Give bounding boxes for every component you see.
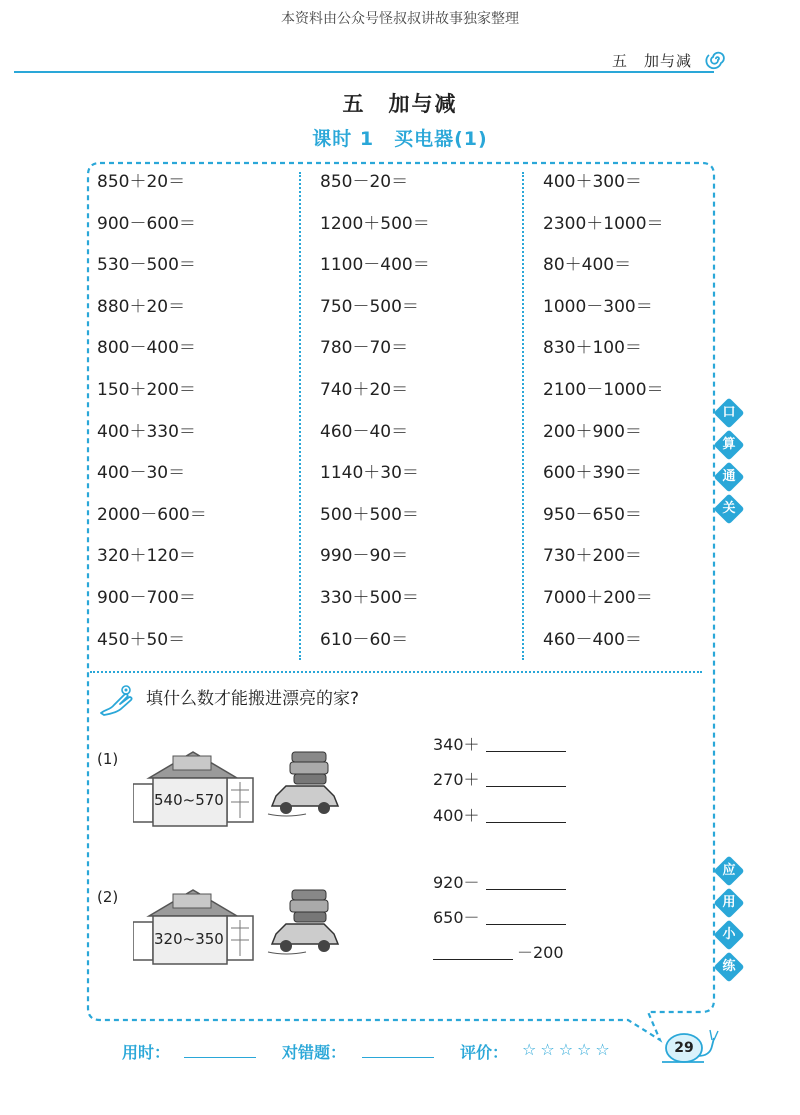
header-chapter: 五 加与减 <box>612 52 693 70</box>
calc-problem: 1200＋500＝ <box>320 214 430 234</box>
calc-problem: 2300＋1000＝ <box>543 214 664 234</box>
calc-problem: 530－500＝ <box>97 255 196 275</box>
house-icon <box>133 886 263 966</box>
calc-problem: 450＋50＝ <box>97 630 186 650</box>
house-range: 540~570 <box>154 791 224 809</box>
calc-problem: 1140＋30＝ <box>320 463 419 483</box>
answer-blank[interactable] <box>486 751 566 752</box>
fill-expression: －200 <box>517 943 564 962</box>
problem-label: (1) <box>97 750 119 768</box>
application-question: 填什么数才能搬进漂亮的家? <box>146 689 360 709</box>
calc-problem: 320＋120＝ <box>97 546 196 566</box>
calc-problem: 2000－600＝ <box>97 505 207 525</box>
calc-problem: 950－650＝ <box>543 505 642 525</box>
calc-problem: 800－400＝ <box>97 338 196 358</box>
calc-problem: 880＋20＝ <box>97 297 186 317</box>
fill-expression: 650－ <box>433 908 480 927</box>
page-number: 29 <box>674 1040 694 1056</box>
calc-problem: 500＋500＝ <box>320 505 419 525</box>
page-subtitle: 课时 1 买电器(1) <box>312 128 488 150</box>
errors-blank[interactable] <box>362 1057 434 1058</box>
column-divider <box>522 172 524 660</box>
calc-problem: 1000－300＝ <box>543 297 653 317</box>
side-tag-char: 练 <box>718 956 740 978</box>
answer-blank[interactable] <box>433 959 513 960</box>
rating-label: 评价： <box>460 1043 509 1062</box>
calc-problem: 900－700＝ <box>97 588 196 608</box>
answer-blank[interactable] <box>486 822 566 823</box>
calc-problem: 740＋20＝ <box>320 380 409 400</box>
calc-problem: 400＋330＝ <box>97 422 196 442</box>
calc-problem: 610－60＝ <box>320 630 409 650</box>
calc-problem: 780－70＝ <box>320 338 409 358</box>
calc-problem: 600＋390＝ <box>543 463 642 483</box>
answer-blank[interactable] <box>486 924 566 925</box>
calc-problem: 850＋20＝ <box>97 172 186 192</box>
time-blank[interactable] <box>184 1057 256 1058</box>
calc-problem: 900－600＝ <box>97 214 196 234</box>
car-with-furniture-icon <box>266 882 344 960</box>
calc-problem: 1100－400＝ <box>320 255 430 275</box>
house-icon <box>133 748 263 828</box>
calc-problem: 460－400＝ <box>543 630 642 650</box>
fill-expression: 340＋ <box>433 735 480 754</box>
car-with-furniture-icon <box>266 744 344 822</box>
calc-problem: 460－40＝ <box>320 422 409 442</box>
calc-problem: 750－500＝ <box>320 297 419 317</box>
calc-problem: 400＋300＝ <box>543 172 642 192</box>
calc-problem: 80＋400＝ <box>543 255 632 275</box>
calc-problem: 150＋200＝ <box>97 380 196 400</box>
column-divider <box>299 172 301 660</box>
rating-stars[interactable]: ☆☆☆☆☆ <box>522 1040 614 1059</box>
calc-problem: 830＋100＝ <box>543 338 642 358</box>
side-tag-char: 应 <box>718 860 740 882</box>
side-tag-char: 用 <box>718 892 740 914</box>
side-tag-char: 算 <box>718 434 740 456</box>
side-tag-char: 关 <box>718 498 740 520</box>
side-tag-char: 口 <box>718 402 740 424</box>
house-range: 320~350 <box>154 930 224 948</box>
section-divider <box>90 671 702 673</box>
fill-expression: 400＋ <box>433 806 480 825</box>
side-tag-char: 小 <box>718 924 740 946</box>
calc-problem: 330＋500＝ <box>320 588 419 608</box>
answer-blank[interactable] <box>486 889 566 890</box>
fill-expression: 270＋ <box>433 770 480 789</box>
side-tag-char: 通 <box>718 466 740 488</box>
calc-problem: 400－30＝ <box>97 463 186 483</box>
time-label: 用时： <box>122 1043 171 1062</box>
calc-problem: 850－20＝ <box>320 172 409 192</box>
calc-problem: 2100－1000＝ <box>543 380 664 400</box>
calc-problem: 7000＋200＝ <box>543 588 653 608</box>
problem-label: (2) <box>97 888 119 906</box>
page-title: 五 加与减 <box>342 92 458 116</box>
answer-blank[interactable] <box>486 786 566 787</box>
pointing-hand-icon <box>98 683 136 717</box>
errors-label: 对错题： <box>282 1043 347 1062</box>
calc-problem: 990－90＝ <box>320 546 409 566</box>
calc-problem: 200＋900＝ <box>543 422 642 442</box>
fill-expression: 920－ <box>433 873 480 892</box>
calc-problem: 730＋200＝ <box>543 546 642 566</box>
source-note: 本资料由公众号怪叔叔讲故事独家整理 <box>281 11 519 27</box>
